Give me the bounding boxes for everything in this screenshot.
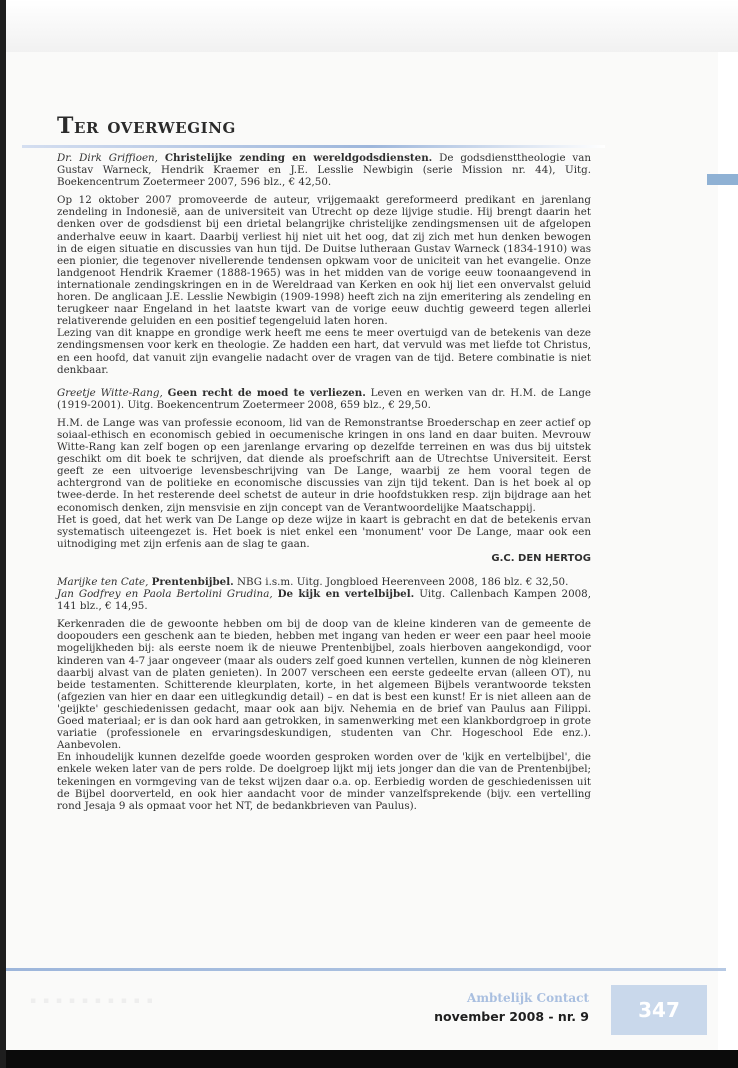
scan-edge-bottom <box>6 1050 738 1068</box>
review-paragraph: Op 12 oktober 2007 promoveerde de auteur, vrijgemaakt gereformeerd predikant en jarenlang zendeling in Indonesië, aan de universiteit van Utrecht op deze lijvige studie. Hij brengt daarin het denken over de godsdienst bij een drietal belangrijke christelijke zendingsmensen uit de afgelopen anderhalve eeuw in kaart. Daarbij verliest hij niet uit het oog, dat zij zich met hun denken bewogen in de eigen situatie en discussies van hun tijd. De Duitse lutheraan Gustav Warneck (1834-1910) was een pionier, die tegenover nivellerende tendensen opkwam voor de uniciteit van het evangelie. Onze landgenoot Hendrik Kraemer (1888-1965) was in het midden van de vorige eeuw toonaangevend in internationale zendingskringen en in de Wereldraad van Kerken en ook hij liet een onvervalst geluid horen. De anglicaan J.E. Lesslie Newbigin (1909-1998) heeft zich na zijn emeritering als zendeling en terugkeer naar Engeland in het laatste kwart van de vorige eeuw duchtig geweerd tegen allerlei relativerende geluiden en een positief tegengeluid laten horen. <box>57 194 591 328</box>
reviewer-signature: G.C. DEN HERTOG <box>491 552 591 564</box>
review-reference <box>57 152 591 188</box>
review-reference <box>57 576 591 588</box>
review-author: Jan Godfrey en Paola Bertolini Grudina, <box>57 588 273 601</box>
page-number: 347 <box>638 998 680 1022</box>
scan-margin-top <box>6 0 738 52</box>
review-details: De godsdiensttheologie van Gustav Warneck, Hendrik Kraemer en J.E. Lesslie Newbigin (serie Mission nr. 44), Uitg. Boekencentrum Zoetermeer 2007, 596 blz., € 42,50. <box>57 152 591 189</box>
review-paragraph: Kerkenraden die de gewoonte hebben om bij de doop van de kleine kinderen van de gemeente de doopouders een geschenk aan te bieden, hebben met ingang van heden er weer een paar heel mooie mogelijkheden bij: als eerste noem ik de nieuwe Prentenbijbel, zoals hierboven aangekondigd, voor kinderen van 4-7 jaar ongeveer (maar als ouders zelf goed kunnen vertellen, kunnen de nòg kleineren daarbij alvast van de platen genieten). In 2007 verscheen een eerste gedeelte ervan (alleen OT), nu beide testamenten. Schitterende kleurplaten, korte, in het algemeen Bijbels verantwoorde teksten (afgezien van hier en daar een uitlegkundig detail) – en dat is best een kunst! Er is niet alleen aan de 'geijkte' geschiedenissen gedacht, maar ook aan bijv. Nehemia en de brief van Paulus aan Filippi. Goed materiaal; er is dan ook hard aan getrokken, in samenwerking met een klankbordgroep in grote variatie (professionele en ervaringsdeskundigen, studenten van Chr. Hogeschool Ede enz.). Aanbevolen. <box>57 618 591 752</box>
review-paragraph: Het is goed, dat het werk van De Lange op deze wijze in kaart is gebracht en dat de betekenis ervan systematisch uiteengezet is. Het boek is niet enkel een 'monument' voor De Lange, maar ook een uitnodiging met zijn erfenis aan de slag te gaan. <box>57 513 591 550</box>
review-paragraph: Lezing van dit knappe en grondige werk heeft me eens te meer overtuigd van de betekenis van deze zendingsmensen voor kerk en theologie. Ze hadden een hart, dat vervuld was met liefde tot Christus, en een hoofd, dat vanuit zijn evangelie nadacht over de vragen van de tijd. Betere combinatie is niet denkbaar. <box>57 327 591 376</box>
review-details: NBG i.s.m. Uitg. Jongbloed Heerenveen 2008, 186 blz. € 32,50. <box>237 576 569 588</box>
review-details: Uitg. Callenbach Kampen 2008, 141 blz., € 14,95. <box>57 588 591 613</box>
issue-label: november 2008 - nr. 9 <box>434 1009 589 1024</box>
review-book-title: De kijk en vertelbijbel. <box>277 588 415 601</box>
margin-marker <box>707 174 738 185</box>
review-book-title: Geen recht de moed te verliezen. <box>167 386 366 399</box>
review-reference <box>57 588 591 612</box>
review-author: Dr. Dirk Griffioen, <box>57 152 158 164</box>
footer-rule <box>6 968 726 971</box>
page-number-box <box>611 985 707 1035</box>
review-author: Marijke ten Cate, <box>57 576 149 588</box>
review-details: Leven en werken van dr. H.M. de Lange (1919-2001). Uitg. Boekencentrum Zoetermeer 2008, 659 blz., € 29,50. <box>57 386 592 411</box>
review-book-title: Prentenbijbel. <box>151 576 234 588</box>
review-reference <box>57 387 591 411</box>
title-underline <box>22 145 605 148</box>
section-title: Ter overweging <box>57 113 236 139</box>
review-paragraph: En inhoudelijk kunnen dezelfde goede woorden gesproken worden over de 'kijk en vertelbijbel', die enkele weken later van de pers rolde. De doelgroep lijkt mij iets jonger dan die van de Prentenbijbel; tekeningen en vormgeving van de tekst wijzen daar o.a. op. Eerbiedig worden de geschiedenissen uit de Bijbel doorverteld, en ook hier aandacht voor de minder vanzelfsprekende (bijv. een vertelling rond Jesaja 9 als opmaat voor het NT, de bedankbrieven van Paulus). <box>57 751 591 812</box>
faint-bleed-text: ▪ ▪ ▪ ▪ ▪ ▪ ▪ ▪ ▪ ▪ <box>30 996 155 1006</box>
review-book-title: Christelijke zending en wereldgodsdiensten. <box>164 152 433 164</box>
article-body <box>57 151 591 812</box>
review-paragraph: H.M. de Lange was van professie econoom, lid van de Remonstrantse Broederschap en zeer actief op soiaal-ethisch en economisch gebied in oecumenische kringen in ons land en daar buiten. Mevrouw Witte-Rang kan zelf bogen op een jarenlange ervaring op dezelfde terreinen en was dus bij uitstek geschikt om dit boek te schrijven, dat diende als proefschrift aan de Utrechtse Universiteit. Eerst geeft ze een uitvoerige levensbeschrijving van De Lange, waarbij ze hem vooral tegen de achtergrond van de politieke en economische discussies van zijn tijd tekent. Dan is het boek al op twee-derde. In het resterende deel schetst de auteur in drie hoofdstukken resp. zijn bijdrage aan het economisch denken, zijn mensvisie en zijn concept van de Verantwoordelijke Maatschappij. <box>57 416 591 514</box>
magazine-name: Ambtelijk Contact <box>467 991 589 1005</box>
review-author: Greetje Witte-Rang, <box>57 386 163 399</box>
